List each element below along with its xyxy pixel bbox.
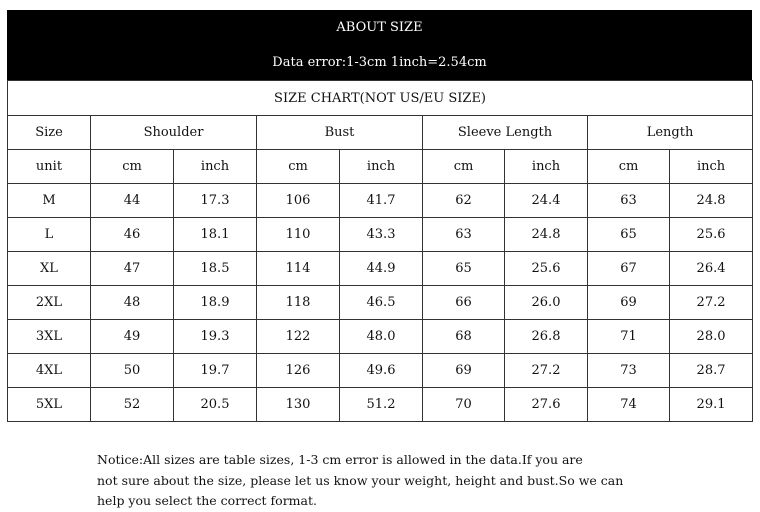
measurement-cell: 62 bbox=[423, 184, 505, 218]
table-row bbox=[8, 320, 753, 354]
size-label-cell: XL bbox=[8, 252, 91, 286]
table-row bbox=[8, 218, 753, 252]
measurement-cell: 67 bbox=[588, 252, 670, 286]
measurement-cell: 48.0 bbox=[340, 320, 423, 354]
notice-line: help you select the correct format. bbox=[97, 493, 317, 508]
column-header-shoulder: Shoulder bbox=[91, 116, 257, 150]
measurement-cell: 26.4 bbox=[670, 252, 753, 286]
measurement-cell: 41.7 bbox=[340, 184, 423, 218]
about-size-header bbox=[7, 10, 752, 80]
column-header-bust: Bust bbox=[257, 116, 423, 150]
column-header-size: Size bbox=[8, 116, 91, 150]
measurement-cell: 106 bbox=[257, 184, 340, 218]
measurement-cell: 24.8 bbox=[670, 184, 753, 218]
table-row bbox=[8, 286, 753, 320]
size-label-cell: M bbox=[8, 184, 91, 218]
measurement-cell: 18.9 bbox=[174, 286, 257, 320]
size-label-cell: L bbox=[8, 218, 91, 252]
measurement-cell: 63 bbox=[588, 184, 670, 218]
unit-cell: cm bbox=[423, 150, 505, 184]
unit-row bbox=[8, 150, 753, 184]
header-title: ABOUT SIZE bbox=[336, 20, 423, 35]
unit-cell: inch bbox=[505, 150, 588, 184]
measurement-cell: 27.2 bbox=[505, 354, 588, 388]
unit-cell: unit bbox=[8, 150, 91, 184]
column-header-sleeve-length: Sleeve Length bbox=[423, 116, 588, 150]
size-label-cell: 3XL bbox=[8, 320, 91, 354]
measurement-cell: 52 bbox=[91, 388, 174, 422]
measurement-cell: 26.8 bbox=[505, 320, 588, 354]
size-label-cell: 5XL bbox=[8, 388, 91, 422]
measurement-cell: 19.3 bbox=[174, 320, 257, 354]
measurement-cell: 43.3 bbox=[340, 218, 423, 252]
measurement-cell: 50 bbox=[91, 354, 174, 388]
table-row bbox=[8, 252, 753, 286]
unit-cell: cm bbox=[588, 150, 670, 184]
size-label-cell: 2XL bbox=[8, 286, 91, 320]
measurement-cell: 65 bbox=[588, 218, 670, 252]
measurement-cell: 69 bbox=[588, 286, 670, 320]
measurement-cell: 118 bbox=[257, 286, 340, 320]
measurement-cell: 66 bbox=[423, 286, 505, 320]
measurement-cell: 130 bbox=[257, 388, 340, 422]
measurement-cell: 26.0 bbox=[505, 286, 588, 320]
table-row bbox=[8, 388, 753, 422]
measurement-cell: 126 bbox=[257, 354, 340, 388]
column-header-row bbox=[8, 116, 753, 150]
notice-line: Notice:All sizes are table sizes, 1-3 cm error is allowed in the data.If you are bbox=[97, 452, 583, 467]
measurement-cell: 63 bbox=[423, 218, 505, 252]
measurement-cell: 68 bbox=[423, 320, 505, 354]
notice-line: not sure about the size, please let us know your weight, height and bust.So we can bbox=[97, 472, 624, 488]
size-label-cell: 4XL bbox=[8, 354, 91, 388]
unit-cell: inch bbox=[174, 150, 257, 184]
header-subtitle: Data error:1-3cm 1inch=2.54cm bbox=[272, 55, 487, 70]
measurement-cell: 28.7 bbox=[670, 354, 753, 388]
measurement-cell: 27.2 bbox=[670, 286, 753, 320]
measurement-cell: 27.6 bbox=[505, 388, 588, 422]
measurement-cell: 71 bbox=[588, 320, 670, 354]
unit-cell: inch bbox=[340, 150, 423, 184]
measurement-cell: 122 bbox=[257, 320, 340, 354]
size-chart-title: SIZE CHART(NOT US/EU SIZE) bbox=[8, 81, 753, 116]
measurement-cell: 49 bbox=[91, 320, 174, 354]
measurement-cell: 49.6 bbox=[340, 354, 423, 388]
size-chart-table bbox=[7, 80, 753, 422]
unit-cell: inch bbox=[670, 150, 753, 184]
measurement-cell: 44 bbox=[91, 184, 174, 218]
measurement-cell: 25.6 bbox=[505, 252, 588, 286]
measurement-cell: 48 bbox=[91, 286, 174, 320]
measurement-cell: 18.5 bbox=[174, 252, 257, 286]
measurement-cell: 19.7 bbox=[174, 354, 257, 388]
measurement-cell: 46 bbox=[91, 218, 174, 252]
measurement-cell: 25.6 bbox=[670, 218, 753, 252]
unit-cell: cm bbox=[257, 150, 340, 184]
column-header-length: Length bbox=[588, 116, 753, 150]
measurement-cell: 70 bbox=[423, 388, 505, 422]
measurement-cell: 51.2 bbox=[340, 388, 423, 422]
measurement-cell: 17.3 bbox=[174, 184, 257, 218]
measurement-cell: 73 bbox=[588, 354, 670, 388]
measurement-cell: 24.4 bbox=[505, 184, 588, 218]
measurement-cell: 110 bbox=[257, 218, 340, 252]
measurement-cell: 74 bbox=[588, 388, 670, 422]
measurement-cell: 114 bbox=[257, 252, 340, 286]
measurement-cell: 69 bbox=[423, 354, 505, 388]
measurement-cell: 65 bbox=[423, 252, 505, 286]
measurement-cell: 46.5 bbox=[340, 286, 423, 320]
measurement-cell: 28.0 bbox=[670, 320, 753, 354]
measurement-cell: 24.8 bbox=[505, 218, 588, 252]
measurement-cell: 20.5 bbox=[174, 388, 257, 422]
table-row bbox=[8, 354, 753, 388]
measurement-cell: 44.9 bbox=[340, 252, 423, 286]
table-row bbox=[8, 184, 753, 218]
measurement-cell: 18.1 bbox=[174, 218, 257, 252]
measurement-cell: 47 bbox=[91, 252, 174, 286]
notice-text bbox=[97, 450, 737, 512]
unit-cell: cm bbox=[91, 150, 174, 184]
measurement-cell: 29.1 bbox=[670, 388, 753, 422]
